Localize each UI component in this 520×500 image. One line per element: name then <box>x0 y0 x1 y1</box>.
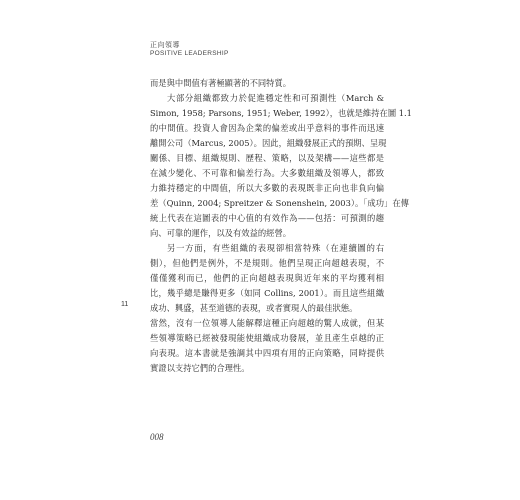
text-line: Simon, 1958; Parsons, 1951; Weber, 1992），也就是維持在圖 1.1 <box>150 108 412 118</box>
text-line: 關係、目標、組織規則、歷程、策略，以及架構——這些都是 <box>150 153 384 163</box>
text-line: 而是與中間值有著極顯著的不同特質。 <box>150 78 292 88</box>
text-line: 的中間值。投資人會因為企業的偏差或出乎意料的事件而迅速 <box>150 123 384 133</box>
text-line: 在減少變化、不可靠和偏差行為。大多數組織及領導人，都致 <box>150 168 384 178</box>
book-title-chinese: 正向領導 <box>150 41 180 49</box>
running-header <box>150 41 229 58</box>
text-line: 差（Quinn, 2004; Spreitzer & Sonenshein, 2003）。「成功」在傳 <box>150 198 409 208</box>
text-line: 實證以支持它們的合理性。 <box>150 363 250 373</box>
text-line: 向表現。這本書就是強調其中四項有用的正向策略，同時提供 <box>150 348 384 358</box>
page-number: 008 <box>150 432 164 442</box>
text-line: 統上代表在這圖表的中心值的有效作為——包括：可預測的趨 <box>150 213 384 223</box>
text-line: 比，幾乎總是賺得更多（如同 Collins, 2001）。而且這些組織 <box>150 288 384 298</box>
text-line: 力維持穩定的中間值，所以大多數的表現既非正向也非負向偏 <box>150 183 384 193</box>
text-line: 離開公司（Marcus, 2005）。因此，組織發展正式的預期、呈現 <box>150 138 387 148</box>
text-line: 另一方面，有些組織的表現卻相當特殊（在連續圖的右 <box>167 243 384 253</box>
body-text <box>150 76 412 376</box>
text-line: 僅僅獲利而已，他們的正向超越表現與近年來的平均獲利相 <box>150 273 384 283</box>
text-line: 側），但他們是例外，不是規則。他們呈現正向超越表現，不 <box>150 258 384 268</box>
text-line: 當然，沒有一位領導人能解釋這種正向超越的驚人成就，但某 <box>150 318 384 328</box>
text-line: 大部分組織都致力於促進穩定性和可預測性（March & <box>167 93 384 103</box>
margin-note-number: 11 <box>121 301 129 308</box>
text-line: 向、可靠的運作，以及有效益的經營。 <box>150 228 292 238</box>
text-line: 些領導策略已經被發現能使組織成功發展，並且產生卓越的正 <box>150 333 384 343</box>
book-title-english: POSITIVE LEADERSHIP <box>150 50 229 57</box>
text-line: 成功、興盛，甚至道德的表現，或者實現人的最佳狀態。 <box>150 303 358 313</box>
